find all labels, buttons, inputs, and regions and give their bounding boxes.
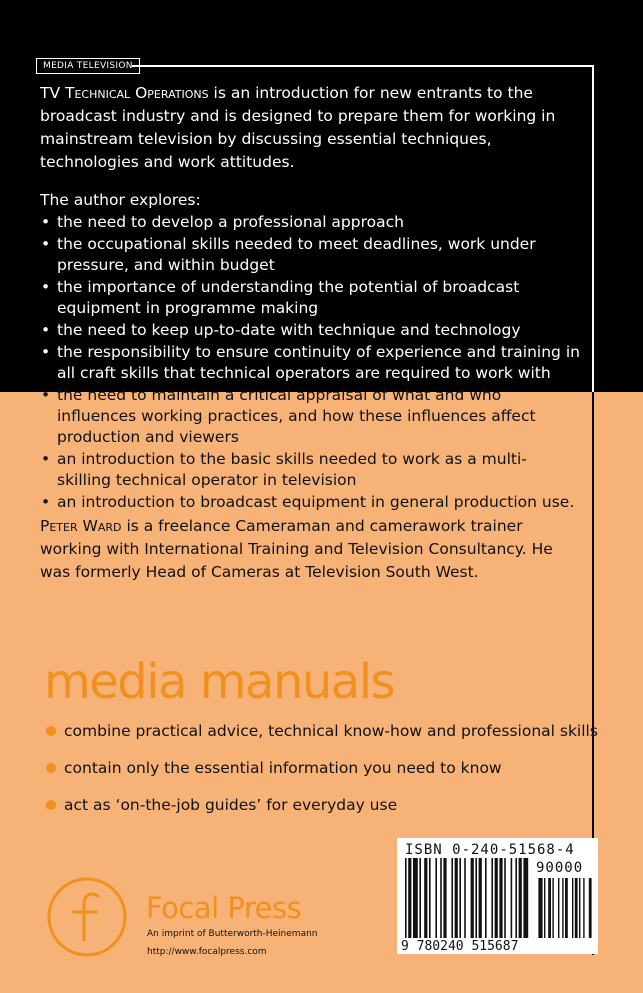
publisher-name: Focal Press [146, 891, 302, 925]
list-item: • an introduction to the basic skills needed to work as a multi-skilling technical operator in television [41, 450, 527, 489]
series-label: MEDIA TELEVISION [36, 58, 140, 74]
bullet-dot-icon [46, 726, 56, 736]
author-name: Peter Ward [40, 517, 122, 535]
author-bio [40, 515, 580, 584]
price-code: 90000 [536, 860, 584, 876]
explores-heading: The author explores: [40, 191, 201, 209]
series-brand-title: media manuals [44, 654, 395, 710]
list-item: • the importance of understanding the potential of broadcast equipment in programme making [41, 278, 520, 317]
ean-number: 9 780240 515687 [401, 939, 519, 954]
list-item: • the need to maintain a critical appraisal of what and who influences working practices, and how these influences affect production and viewers [41, 386, 536, 446]
book-description-text: is an introduction for new entrants to the broadcast industry and is designed to prepare them for working in mainstream television by discussing essential techniques, technologies and work attitudes. [40, 84, 556, 171]
list-item: • an introduction to broadcast equipment in general production use. [41, 493, 575, 511]
explores-list [40, 212, 580, 514]
list-item: contain only the essential information you need to know [46, 757, 598, 779]
book-title: TV Technical Operations [40, 84, 209, 102]
publisher-url: http://www.focalpress.com [147, 947, 267, 957]
bullet-dot-icon [46, 763, 56, 773]
book-description [40, 82, 580, 174]
frame-line-top [132, 65, 594, 67]
list-item: • the occupational skills needed to meet deadlines, work under pressure, and within budget [41, 235, 536, 274]
list-item: combine practical advice, technical know-how and professional skills [46, 720, 598, 742]
publisher-imprint: An imprint of Butterworth-Heinemann [147, 929, 318, 939]
features-list [46, 720, 598, 816]
frame-line-right-upper [592, 65, 594, 392]
isbn-text: ISBN 0-240-51568-4 [405, 842, 575, 858]
list-item: • the responsibility to ensure continuity of experience and training in all craft skills that technical operators are required to work with [41, 343, 580, 382]
bullet-dot-icon [46, 800, 56, 810]
focal-press-logo-icon [46, 876, 128, 958]
list-item: • the need to develop a professional approach [41, 213, 404, 231]
author-bio-text: is a freelance Cameraman and camerawork trainer working with International Training and Television Consultancy. He was formerly Head of Cameras at Television South West. [40, 517, 553, 581]
list-item: • the need to keep up-to-date with technique and technology [41, 321, 521, 339]
list-item: act as ‘on-the-job guides’ for everyday use [46, 794, 598, 816]
